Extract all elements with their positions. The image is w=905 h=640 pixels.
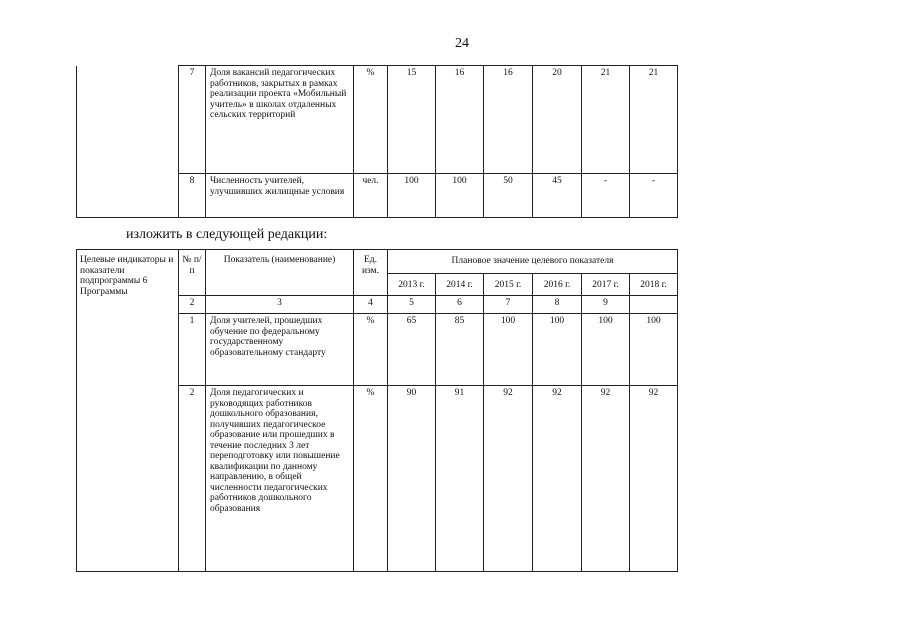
row-number: 1: [179, 314, 206, 386]
header-row: [77, 250, 678, 274]
column-number: 7: [484, 296, 533, 314]
value-cell: 100: [388, 174, 436, 218]
value-cell: 100: [436, 174, 484, 218]
value-cell: 15: [388, 66, 436, 174]
year-header: 2014 г.: [436, 274, 484, 296]
row-number: 7: [179, 66, 206, 174]
page-number: 24: [455, 36, 469, 51]
indicator-name: Доля учителей, прошедших обучение по федеральному государственному образовательному стандарту: [206, 314, 354, 386]
indicators-table: [76, 249, 678, 572]
indicator-name: Доля вакансий педагогических работников, закрытых в рамках реализации проекта «Мобильный учитель» в школах отдаленных сельских территорий: [206, 66, 354, 174]
value-cell: 100: [533, 314, 582, 386]
header-num: № п/п: [179, 250, 206, 296]
unit-cell: %: [354, 386, 388, 572]
indicator-group-cell: [77, 66, 179, 218]
value-cell: 100: [630, 314, 678, 386]
indicator-name: Доля педагогических и руководящих работников дошкольного образования, получивших педагогическое образование или прошедших в течение последних 3 лет переподготовку или повышение квалификации по данному направлению, в общей численности педагогических работников дошкольного образования: [206, 386, 354, 572]
continuation-table: [76, 65, 678, 218]
value-cell: -: [630, 174, 678, 218]
column-number: 5: [388, 296, 436, 314]
header-indicators: Целевые индикаторы и показатели подпрограммы 6 Программы: [77, 250, 179, 572]
value-cell: 92: [533, 386, 582, 572]
indicator-name: Численность учителей, улучшивших жилищные условия: [206, 174, 354, 218]
column-number: 6: [436, 296, 484, 314]
value-cell: 20: [533, 66, 582, 174]
value-cell: 16: [436, 66, 484, 174]
value-cell: 90: [388, 386, 436, 572]
year-header: 2018 г.: [630, 274, 678, 296]
column-number: 3: [206, 296, 354, 314]
row-number: 8: [179, 174, 206, 218]
value-cell: 92: [484, 386, 533, 572]
column-number: 8: [533, 296, 582, 314]
value-cell: 65: [388, 314, 436, 386]
year-header: 2015 г.: [484, 274, 533, 296]
value-cell: 100: [484, 314, 533, 386]
row-number: 2: [179, 386, 206, 572]
year-header: 2013 г.: [388, 274, 436, 296]
column-number: 2: [179, 296, 206, 314]
value-cell: 92: [630, 386, 678, 572]
value-cell: 100: [582, 314, 630, 386]
value-cell: 92: [582, 386, 630, 572]
value-cell: 16: [484, 66, 533, 174]
value-cell: 21: [582, 66, 630, 174]
header-unit: Ед. изм.: [354, 250, 388, 296]
column-number: 4: [354, 296, 388, 314]
table-row: [77, 66, 678, 174]
value-cell: 45: [533, 174, 582, 218]
unit-cell: %: [354, 66, 388, 174]
year-header: 2016 г.: [533, 274, 582, 296]
section-heading: изложить в следующей редакции:: [126, 227, 328, 242]
value-cell: 50: [484, 174, 533, 218]
value-cell: 21: [630, 66, 678, 174]
value-cell: 85: [436, 314, 484, 386]
value-cell: -: [582, 174, 630, 218]
header-plan: Плановое значение целевого показателя: [388, 250, 678, 274]
value-cell: 91: [436, 386, 484, 572]
header-name: Показатель (наименование): [206, 250, 354, 296]
column-number: [630, 296, 678, 314]
unit-cell: чел.: [354, 174, 388, 218]
year-header: 2017 г.: [582, 274, 630, 296]
column-number: 9: [582, 296, 630, 314]
unit-cell: %: [354, 314, 388, 386]
